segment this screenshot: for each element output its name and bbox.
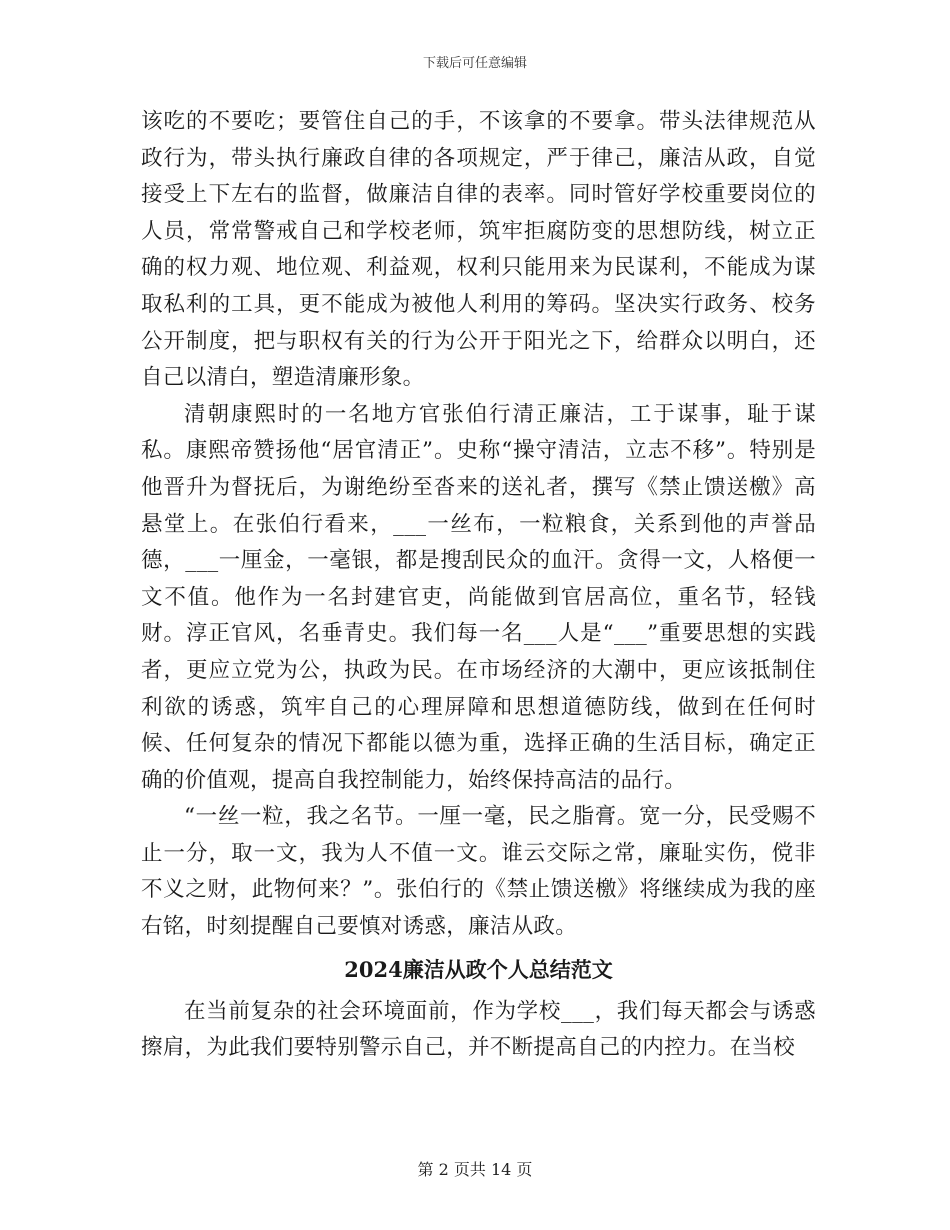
- page-footer: 第 2 页共 14 页: [417, 1160, 533, 1179]
- paragraph-quote: “一丝一粒，我之名节。一厘一毫，民之脂膏。宽一分，民受赐不止一分，取一文，我为人不值一文。谁云交际之常，廉耻实伤，傥非不义之财，此物何来？”。张伯行的《禁止馈送檄》将继续成为我的座右铭，时刻提醒自己要慎对诱惑，廉洁从政。: [141, 804, 816, 940]
- section-title: 2024廉洁从政个人总结范文: [344, 956, 613, 982]
- paragraph-zhang-boxing: 清朝康熙时的一名地方官张伯行清正廉洁，工于谋事，耻于谋私。康熙帝赞扬他“居官清正”。史称“操守清洁，立志不移”。特别是他晋升为督抚后，为谢绝纷至沓来的送礼者，撰写《禁止馈送檄》高悬堂上。在张伯行看来，___一丝布，一粒粮食，关系到他的声誉品德，___一厘金，一毫银，都是搜刮民众的血汗。贪得一文，人格便一文不值。他作为一名封建官吏，尚能做到官居高位，重名节，轻钱财。淳正官风，名垂青史。我们每一名___人是“___”重要思想的实践者，更应立党为公，执政为民。在市场经济的大潮中，更应该抵制住利欲的诱惑，筑牢自己的心理屏障和思想道德防线，做到在任何时候、任何复杂的情况下都能以德为重，选择正确的生活目标，确定正确的价值观，提高自我控制能力，始终保持高洁的品行。: [141, 401, 816, 793]
- document-body: [141, 104, 816, 1067]
- paragraph-section-intro: 在当前复杂的社会环境面前，作为学校___，我们每天都会与诱惑擦肩，为此我们要特别警示自己，并不断提高自己的内控力。在当校: [141, 998, 816, 1061]
- page-header: 下载后可任意编辑: [422, 56, 527, 71]
- paragraph-continued: 该吃的不要吃；要管住自己的手，不该拿的不要拿。带头法律规范从政行为，带头执行廉政自律的各项规定，严于律己，廉洁从政，自觉接受上下左右的监督，做廉洁自律的表率。同时管好学校重要岗位的人员，常常警戒自己和学校老师，筑牢拒腐防变的思想防线，树立正确的权力观、地位观、利益观，权利只能用来为民谋利，不能成为谋取私利的工具，更不能成为被他人利用的筹码。坚决实行政务、校务公开制度，把与职权有关的行为公开于阳光之下，给群众以明白，还自己以清白，塑造清廉形象。: [141, 109, 816, 391]
